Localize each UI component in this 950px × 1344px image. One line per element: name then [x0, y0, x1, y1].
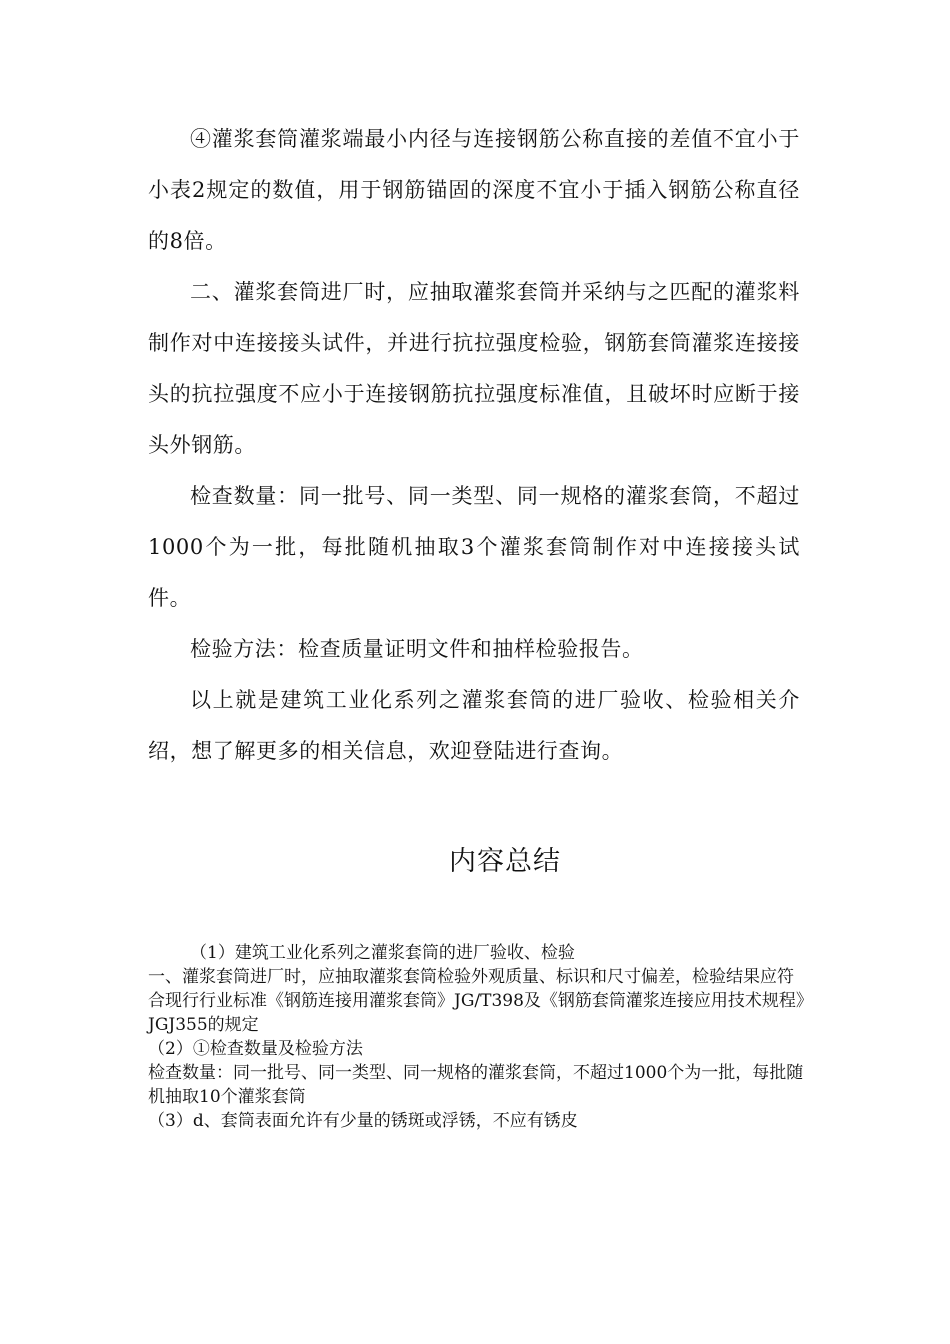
summary-line: （2）①检查数量及检验方法 [148, 1039, 363, 1059]
body-text [148, 114, 800, 777]
summary-line: （1）建筑工业化系列之灌浆套筒的进厂验收、检验 [190, 943, 575, 963]
paragraph-closing: 以上就是建筑工业化系列之灌浆套筒的进厂验收、检验相关介绍，想了解更多的相关信息，欢迎登陆进行查询。 [148, 688, 800, 763]
summary-line: 检查数量：同一批号、同一类型、同一规格的灌浆套筒，不超过1000个为一批，每批随机抽取10个灌浆套筒 [148, 1063, 804, 1107]
summary-title: 内容总结 [449, 846, 561, 877]
summary-line: 一、灌浆套筒进厂时，应抽取灌浆套筒检验外观质量、标识和尺寸偏差，检验结果应符合现行行业标准《钢筋连接用灌浆套筒》JG/T398及《钢筋套筒灌浆连接应用技术规程》JGJ355的规定 [148, 967, 805, 1035]
paragraph-inspection-method: 检验方法：检查质量证明文件和抽样检验报告。 [190, 637, 644, 661]
paragraph-inspection-quantity: 检查数量：同一批号、同一类型、同一规格的灌浆套筒，不超过1000个为一批，每批随机抽取3个灌浆套筒制作对中连接接头试件。 [148, 484, 800, 610]
paragraph-factory-entry-test: 二、灌浆套筒进厂时，应抽取灌浆套筒并采纳与之匹配的灌浆料制作对中连接接头试件，并进行抗拉强度检验，钢筋套筒灌浆连接接头的抗拉强度不应小于连接钢筋抗拉强度标准值，且破坏时应断于接头外钢筋。 [148, 280, 800, 457]
paragraph-sleeve-inner-diameter: ④灌浆套筒灌浆端最小内径与连接钢筋公称直接的差值不宜小于小表2规定的数值，用于钢筋锚固的深度不宜小于插入钢筋公称直径的8倍。 [148, 127, 800, 253]
summary-block [148, 941, 808, 1133]
summary-line: （3）d、套筒表面允许有少量的锈斑或浮锈，不应有锈皮 [148, 1111, 578, 1131]
